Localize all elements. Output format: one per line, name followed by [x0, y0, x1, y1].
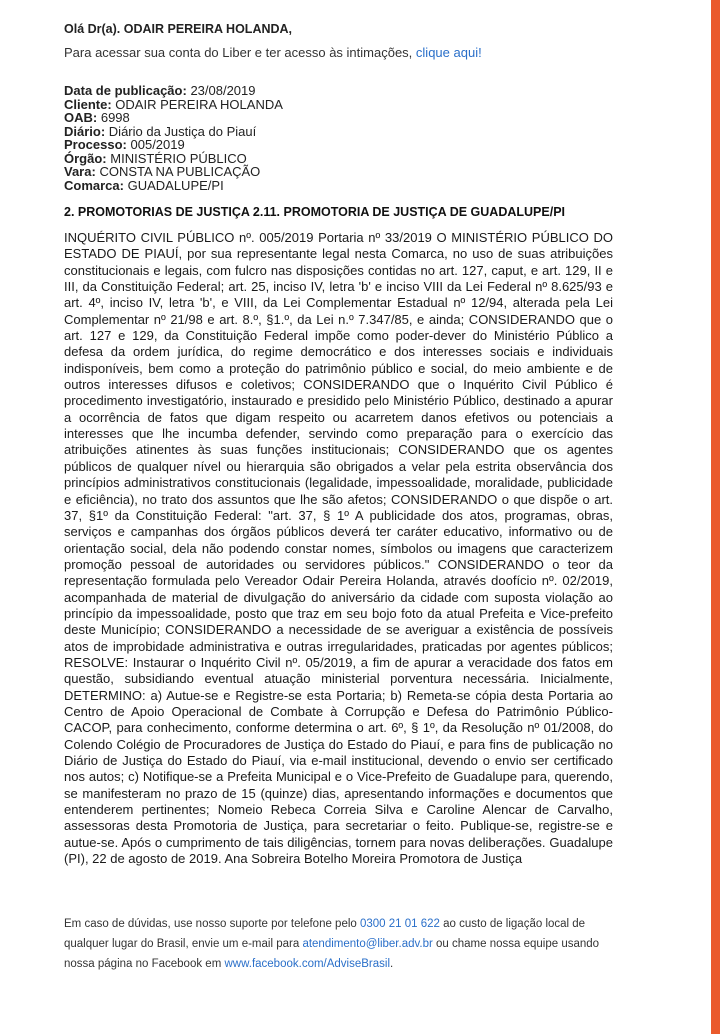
footer-text: Em caso de dúvidas, use nosso suporte por telefone pelo [64, 918, 360, 930]
access-line [64, 45, 482, 60]
meta-row-organ [64, 152, 283, 166]
meta-label: Comarca: [64, 177, 124, 193]
meta-row-district [64, 179, 283, 193]
support-email-link[interactable]: atendimento@liber.adv.br [302, 938, 433, 950]
meta-value: CONSTA NA PUBLICAÇÃO [99, 164, 261, 179]
meta-row-client [64, 98, 283, 112]
meta-label: OAB: [64, 110, 98, 125]
meta-value: 005/2019 [130, 137, 185, 152]
footer-text: ao custo de ligação local de qualquer lugar do Brasil, envie um e-mail para [64, 918, 586, 950]
greeting: Olá Dr(a). ODAIR PEREIRA HOLANDA, [64, 22, 293, 36]
publication-meta [64, 84, 283, 192]
meta-value: MINISTÉRIO PÚBLICO [110, 150, 247, 166]
support-phone-link[interactable]: 0300 21 01 622 [360, 918, 440, 930]
meta-row-process [64, 138, 283, 152]
meta-row-diary [64, 125, 283, 139]
meta-value: ODAIR PEREIRA HOLANDA [115, 96, 283, 112]
meta-value: 23/08/2019 [190, 83, 256, 98]
meta-label: Cliente: [64, 96, 112, 112]
meta-value: Diário da Justiça do Piauí [108, 123, 257, 139]
edge-bar [711, 0, 720, 1034]
access-text: Para acessar sua conta do Liber e ter acesso às intimações, [64, 45, 416, 60]
footer-text: ou chame nossa equipe usando nossa página no Facebook em [64, 938, 600, 970]
meta-row-oab [64, 111, 283, 125]
meta-row-date [64, 84, 283, 98]
section-title: 2. PROMOTORIAS DE JUSTIÇA 2.11. PROMOTORIA DE JUSTIÇA DE GUADALUPE/PI [64, 205, 566, 219]
meta-value: 6998 [100, 110, 130, 125]
meta-value: GUADALUPE/PI [127, 177, 224, 193]
meta-label: Processo: [64, 137, 127, 152]
support-footer [64, 914, 624, 974]
meta-label: Diário: [64, 123, 106, 139]
footer-text: . [390, 958, 394, 970]
click-here-link[interactable]: clique aqui! [415, 45, 482, 60]
meta-label: Data de publicação: [64, 83, 187, 98]
meta-label: Órgão: [64, 150, 107, 166]
meta-row-court [64, 165, 283, 179]
publication-body: INQUÉRITO CIVIL PÚBLICO nº. 005/2019 Portaria nº 33/2019 O MINISTÉRIO PÚBLICO DO ESTADO DE PIAUÍ, por sua representante legal nesta Comarca, no uso de suas atribuições constitucionais e legais, com fulcro nas disposições contidas no art. 127, caput, e art. 129, II e III, da Constituição Federal; art. 25, inciso IV, letra 'b' e inciso VIII da Lei Federal nº 8.625/93 e art. 4º, inciso IV, letra 'b', e VIII, da Lei Complementar Estadual nº 12/94, alterada pela Lei Complementar nº 21/98 e art. 8.º, §1.º, da Lei n.º 7.347/85, e ainda; CONSIDERANDO que o art. 127 e 129, da Constituição Federal impõe como poder-dever do Ministério Público a defesa da ordem jurídica, do regime democrático e dos interesses sociais e individuais indisponíveis, bem como a proteção do patrimônio público e social, do meio ambiente e de outros interesses difusos e coletivos; CONSIDERANDO que o Inquérito Civil Público é procedimento investigatório, instaurado e presidido pelo Ministério Público, destinado a apurar a ocorrência de fatos que digam respeito ou acarretem danos efetivos ou potenciais a interesses que lhe incumba defender, servindo como preparação para o exercício das atribuições atinentes às suas funções institucionais; CONSIDERANDO que os agentes públicos de qualquer nível ou hierarquia são obrigados a velar pela estrita observância dos princípios administrativos constitucionais (legalidade, impessoalidade, moralidade, publicidade e eficiência), no trato dos assuntos que lhe são afetos; CONSIDERANDO o que dispõe o art. 37, §1º da Constituição Federal: "art. 37, § 1º A publicidade dos atos, programas, obras, serviços e campanhas dos órgãos públicos deverá ter caráter educativo, informativo ou de orientação social, dela não podendo constar nomes, símbolos ou imagens que caracterizem promoção pessoal de autoridades ou servidores públicos." CONSIDERANDO o teor da representação formulada pelo Vereador Odair Pereira Holanda, através doofício nº. 02/2019, acompanhada de material de divulgação do aniversário da cidade com suposta violação ao princípio da impessoalidade, posto que traz em seu bojo foto da atual Prefeita e Vice-prefeito deste Município; CONSIDERANDO a necessidade de se averiguar a existência de possíveis atos de improbidade administrativa e outras irregularidades, praticadas por agentes públicos; RESOLVE: Instaurar o Inquérito Civil nº. 05/2019, a fim de apurar a veracidade dos fatos em questão, subsidiando eventual atuação ministerial porventura necessária. Inicialmente, DETERMINO: a) Autue-se e Registre-se esta Portaria; b) Remeta-se cópia desta Portaria ao Centro de Apoio Operacional de Combate à Corrupção e Defesa do Patrimônio Público-CACOP, para conhecimento, conforme determina o art. 6º, § 1º, da Resolução nº 01/2008, do Colendo Colégio de Procuradores de Justiça do Estado do Piauí, e para fins de publicação no Diário de Justiça do Estado do Piauí, via e-mail institucional, devendo o envio ser certificado nos autos; c) Notifique-se a Prefeita Municipal e o Vice-Prefeito de Guadalupe para, querendo, se manifesteram no prazo de 15 (quinze) dias, apresentando informações e documentos que entenderem pertinentes; Nomeio Rebeca Correia Silva e Caroline Alencar de Carvalho, assessoras desta Promotoria de Justiça, para secretariar o feito. Publique-se, registre-se e autue-se. Após o cumprimento de tais diligências, tornem para novas deliberações. Guadalupe (PI), 22 de agosto de 2019. Ana Sobreira Botelho Moreira Promotora de Justiça [64, 230, 613, 867]
meta-label: Vara: [64, 164, 96, 179]
facebook-link[interactable]: www.facebook.com/AdviseBrasil [224, 958, 391, 970]
